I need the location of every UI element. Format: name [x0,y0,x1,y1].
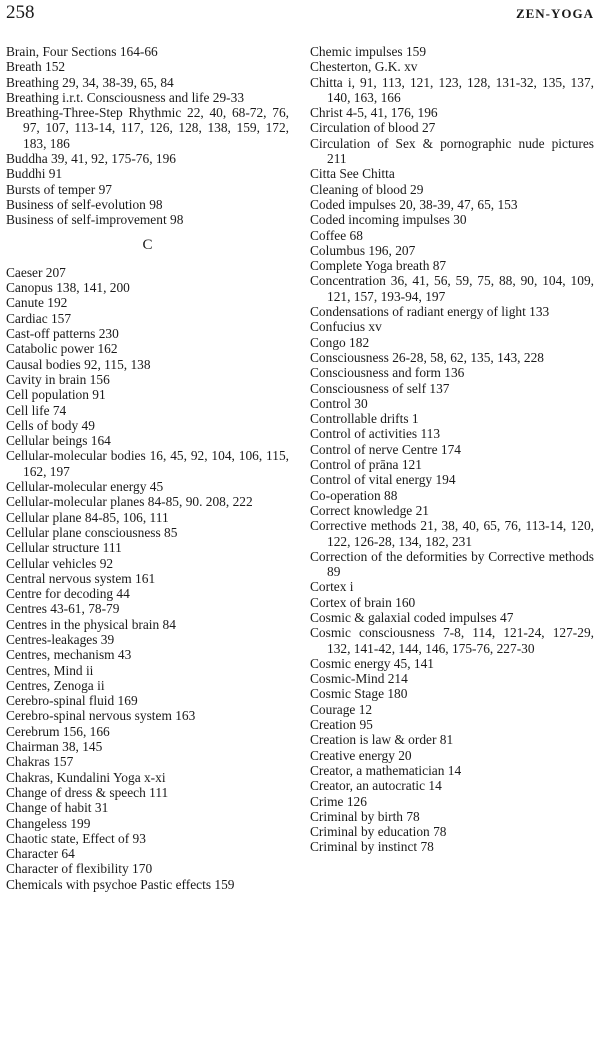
page-number: 258 [6,2,35,23]
index-entry: Cortex i [310,579,354,595]
index-entry: Creation 95 [310,717,373,733]
index-column-left [6,44,289,892]
index-entry: Cell population 91 [6,387,106,403]
index-entry: Canopus 138, 141, 200 [6,280,130,296]
index-entry: Cosmic Stage 180 [310,686,408,702]
index-entry: Buddhi 91 [6,166,63,182]
index-entry: Corrective methods 21, 38, 40, 65, 76, 113-14, 120, 122, 126-28, 134, 182, 231 [310,518,594,549]
index-entry: Consciousness 26-28, 58, 62, 135, 143, 228 [310,349,544,365]
index-entry: Confucius xv [310,319,382,335]
index-entry: Criminal by education 78 [310,824,447,840]
index-entry: Centres in the physical brain 84 [6,616,176,632]
index-entry: Concentration 36, 41, 56, 59, 75, 88, 90, 104, 109, 121, 157, 193-94, 197 [310,273,594,304]
index-entry: Christ 4-5, 41, 176, 196 [310,105,438,121]
index-entry: Coded impulses 20, 38-39, 47, 65, 153 [310,196,518,212]
index-entry: Cosmic consciousness 7-8, 114, 121-24, 127-29, 132, 141-42, 144, 146, 175-76, 227-30 [310,625,594,656]
index-entry: Cellular plane 84-85, 106, 111 [6,509,169,525]
index-entry: Canute 192 [6,295,68,311]
index-entry: Change of habit 31 [6,800,109,816]
index-entry: Cerebro-spinal fluid 169 [6,693,138,709]
index-entry: Centres, mechanism 43 [6,647,132,663]
index-entry: Criminal by birth 78 [310,808,420,824]
index-entry: Centre for decoding 44 [6,586,130,602]
index-entry: Condensations of radiant energy of light 133 [310,304,550,320]
index-entry: Cosmic energy 45, 141 [310,655,434,671]
index-entry: Cortex of brain 160 [310,594,416,610]
index-entry: Coded incoming impulses 30 [310,212,467,228]
index-entry: Character 64 [6,846,75,862]
index-entry: Controllable drifts 1 [310,411,419,427]
index-entry: Crime 126 [310,793,367,809]
index-column-right [310,44,594,855]
index-entry: Cerebrum 156, 166 [6,723,110,739]
index-group-c-continued [310,44,594,855]
index-group-c [6,265,289,892]
index-entry: Coffee 68 [310,227,363,243]
index-entry: Centres 43-61, 78-79 [6,601,120,617]
index-entry: Breathing 29, 34, 38-39, 65, 84 [6,74,174,90]
index-entry: Citta See Chitta [310,166,395,182]
index-entry: Buddha 39, 41, 92, 175-76, 196 [6,151,176,167]
page-header [6,2,594,26]
index-entry: Catabolic power 162 [6,341,118,357]
index-entry: Correct knowledge 21 [310,502,429,518]
index-entry: Control of nerve Centre 174 [310,441,461,457]
index-entry: Columbus 196, 207 [310,242,416,258]
index-entry: Causal bodies 92, 115, 138 [6,356,151,372]
index-entry: Cavity in brain 156 [6,371,110,387]
index-entry: Chaotic state, Effect of 93 [6,830,146,846]
index-entry: Breathing-Three-Step Rhythmic 22, 40, 68-72, 76, 97, 107, 113-14, 117, 126, 128, 138, 159, 172, 183, 186 [6,105,289,151]
index-entry: Creator, a mathematician 14 [310,762,462,778]
index-entry: Business of self-improvement 98 [6,212,184,228]
index-entry: Cellular-molecular bodies 16, 45, 92, 104, 106, 115, 162, 197 [6,448,289,479]
index-entry: Control of activities 113 [310,426,441,442]
index-entry: Chemicals with psychoe Pastic effects 159 [6,876,235,892]
index-entry: Cleaning of blood 29 [310,181,424,197]
index-entry: Chakras 157 [6,754,74,770]
index-entry: Cellular plane consciousness 85 [6,524,178,540]
index-entry: Complete Yoga breath 87 [310,258,447,274]
index-entry: Creative energy 20 [310,747,412,763]
index-entry: Consciousness and form 136 [310,365,465,381]
index-entry: Changeless 199 [6,815,91,831]
index-entry: Central nervous system 161 [6,570,156,586]
index-entry: Correction of the deformities by Corrective methods 89 [310,548,594,580]
index-entry: Chemic impulses 159 [310,44,427,59]
index-entry: Courage 12 [310,701,373,717]
section-letter: C [142,236,153,253]
index-entry: Cellular-molecular planes 84-85, 90. 208, 222 [6,494,253,510]
index-entry: Change of dress & speech 111 [6,784,169,800]
index-entry: Centres-leakages 39 [6,631,115,647]
index-entry: Chesterton, G.K. xv [310,59,418,75]
index-group-b [6,44,289,228]
index-entry: Criminal by instinct 78 [310,839,434,855]
index-entry: Chitta i, 91, 113, 121, 123, 128, 131-32, 135, 137, 140, 163, 166 [310,74,594,105]
index-entry: Cellular-molecular energy 45 [6,479,164,495]
index-entry: Centres, Mind ii [6,662,94,678]
index-entry: Chairman 38, 145 [6,739,103,755]
index-entry: Co-operation 88 [310,487,398,503]
index-entry: Breathing i.r.t. Consciousness and life 29-33 [6,89,245,105]
index-entry: Consciousness of self 137 [310,380,450,396]
index-entry: Cosmic-Mind 214 [310,671,408,687]
index-entry: Control of prāna 121 [310,457,422,473]
index-entry: Breath 152 [6,59,66,75]
index-entry: Cast-off patterns 230 [6,326,119,342]
index-entry: Control 30 [310,395,368,411]
running-head: ZEN-YOGA [515,6,594,21]
index-entry: Creation is law & order 81 [310,732,454,748]
index-entry: Cosmic & galaxial coded impulses 47 [310,609,514,625]
index-entry: Congo 182 [310,334,370,350]
index-entry: Cellular beings 164 [6,433,111,449]
index-entry: Cardiac 157 [6,310,72,326]
index-entry: Circulation of blood 27 [310,120,436,136]
index-entry: Centres, Zenoga ii [6,677,105,693]
index-entry: Cerebro-spinal nervous system 163 [6,708,196,724]
index-entry: Bursts of temper 97 [6,181,112,197]
index-entry: Chakras, Kundalini Yoga x-xi [6,769,166,785]
index-entry: Character of flexibility 170 [6,861,153,877]
index-entry: Cells of body 49 [6,417,95,433]
index-entry: Brain, Four Sections 164-66 [6,44,158,59]
index-entry: Business of self-evolution 98 [6,196,163,212]
index-entry: Control of vital energy 194 [310,472,456,488]
index-entry: Caeser 207 [6,264,66,280]
index-entry: Circulation of Sex & pornographic nude pictures 211 [310,135,594,167]
index-entry: Creator, an autocratic 14 [310,778,442,794]
index-entry: Cell life 74 [6,402,67,418]
index-entry: Cellular vehicles 92 [6,555,114,571]
index-entry: Cellular structure 111 [6,540,122,556]
